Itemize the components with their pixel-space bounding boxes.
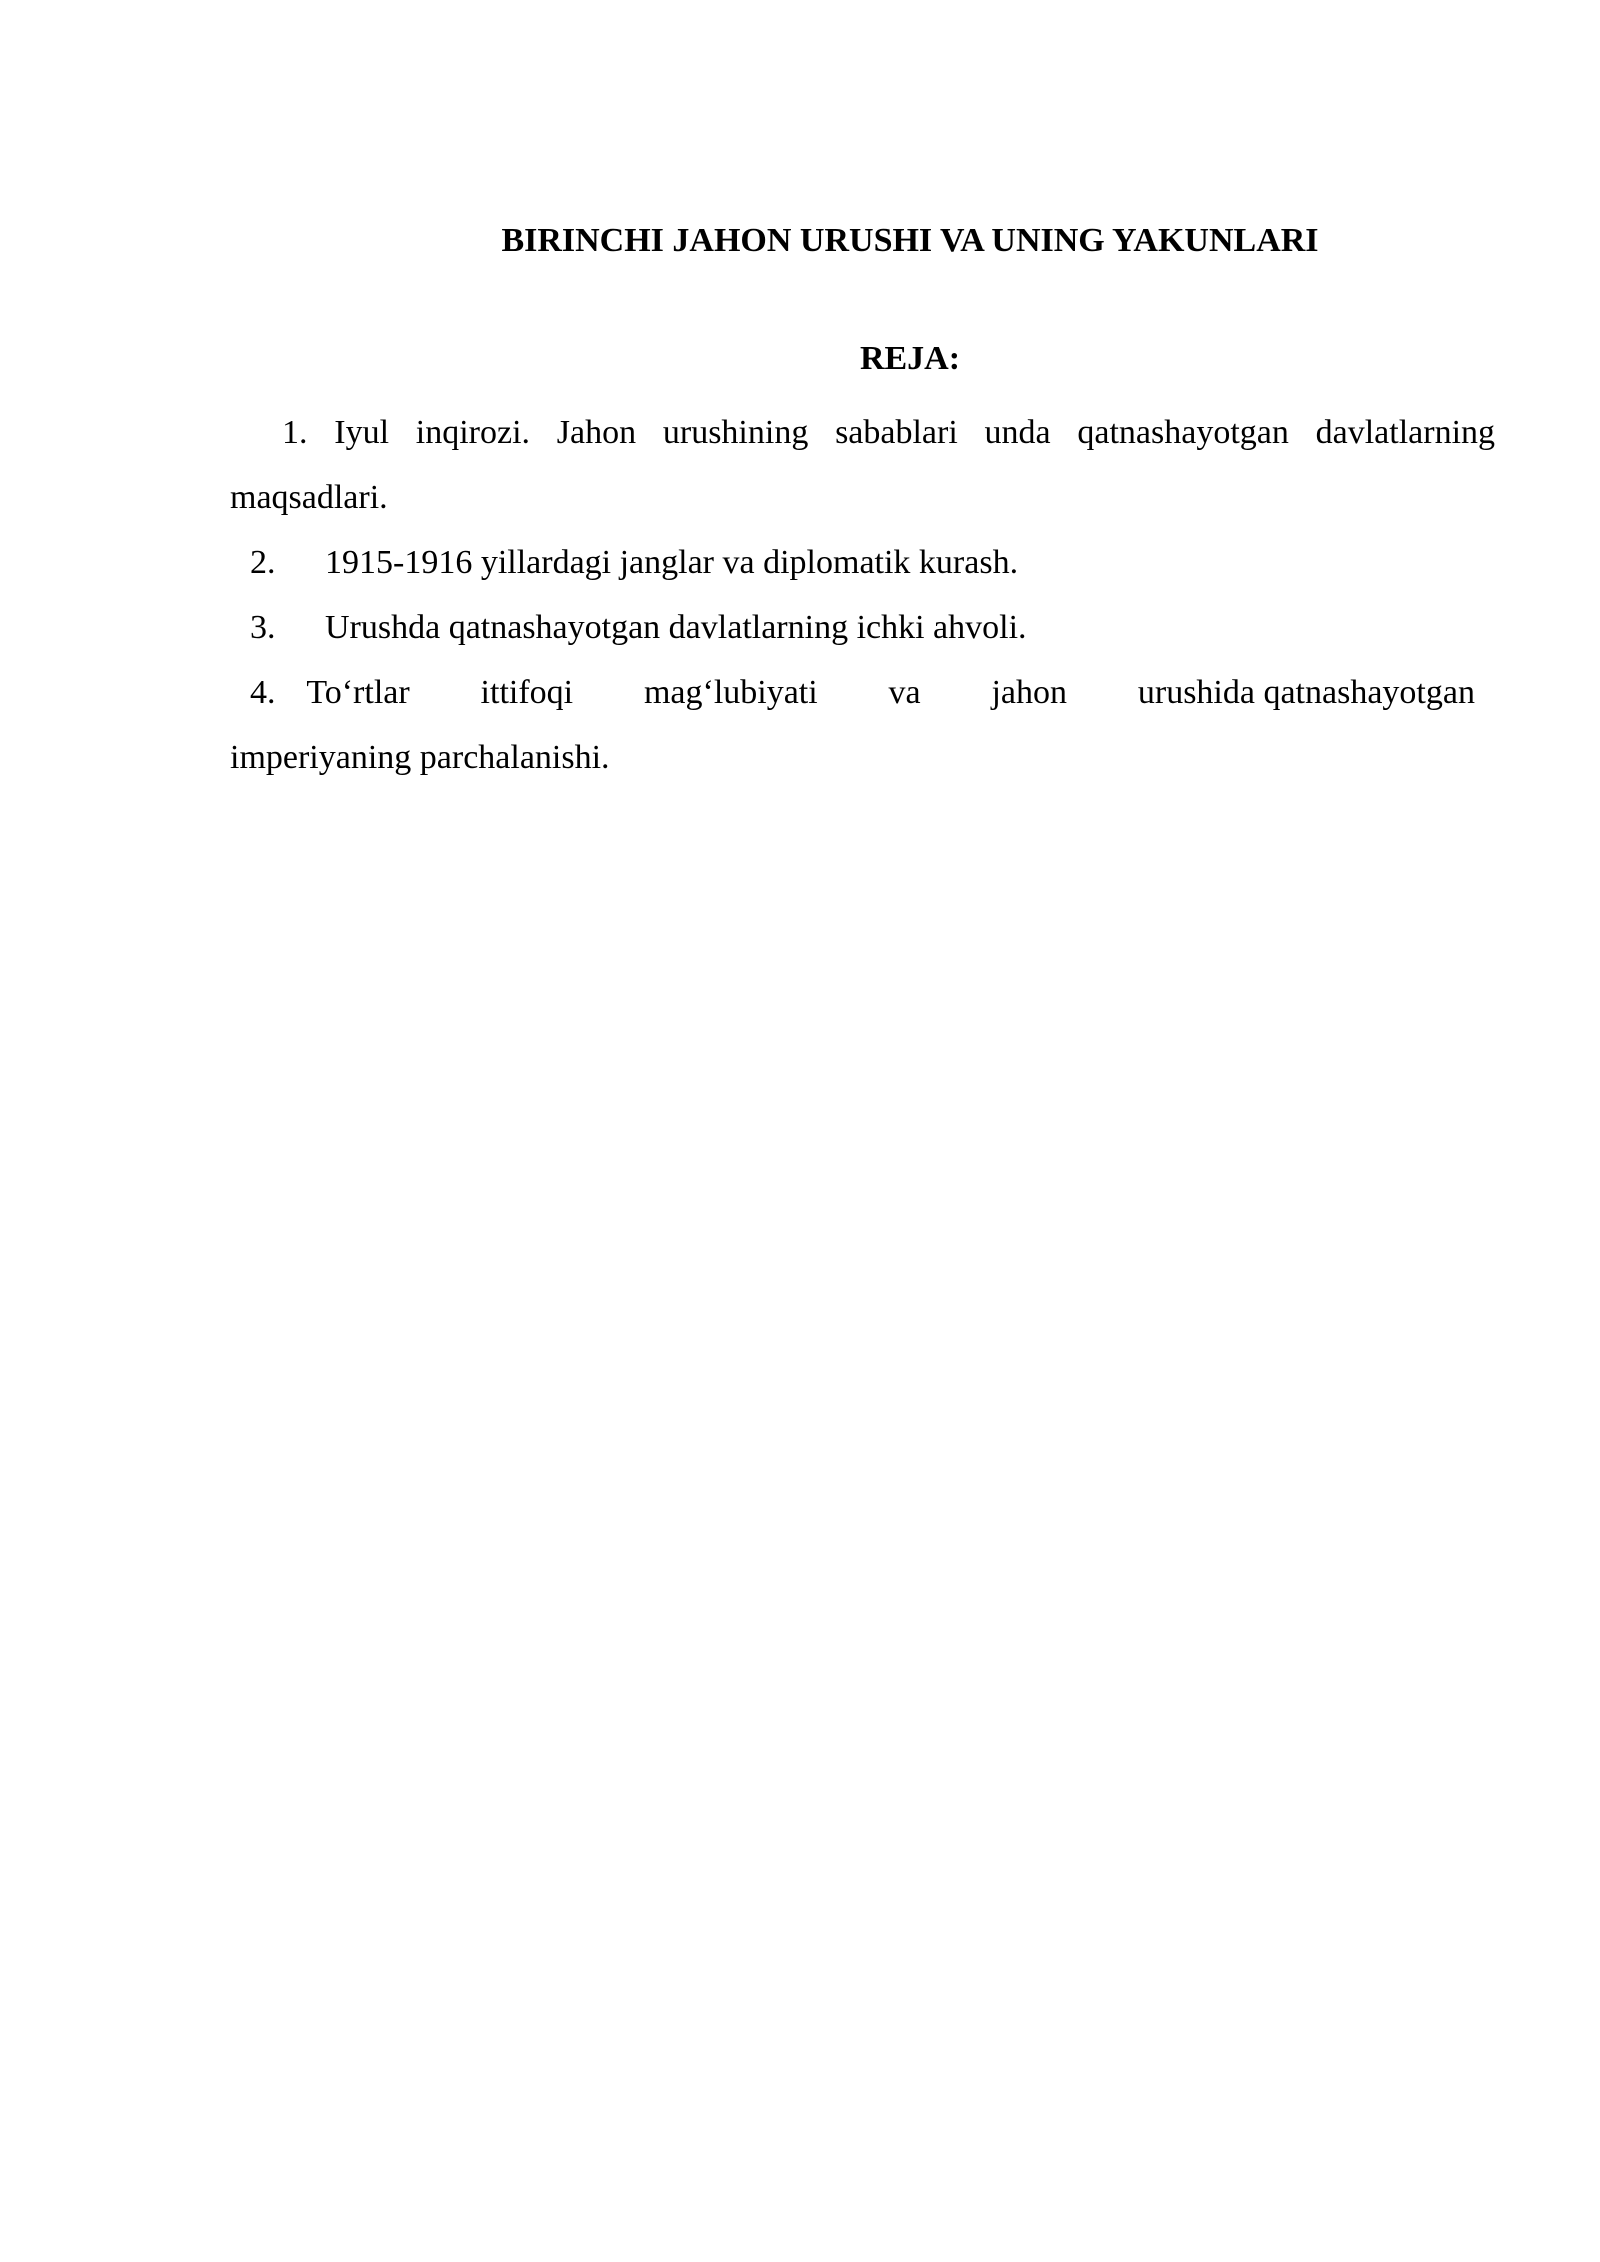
- plan-item-1: [230, 400, 1495, 530]
- document-title: BIRINCHI JAHON URUSHI VA UNING YAKUNLARI: [501, 222, 1319, 259]
- plan-item-word: urushida qatnashayotgan: [1137, 674, 1475, 711]
- plan-item-3: [230, 595, 1495, 660]
- plan-item-number: 3.: [250, 609, 276, 646]
- plan-heading: REJA:: [859, 340, 961, 377]
- plan-item-text: 1915-1916 yillardagi janglar va diplomatik kurash.: [325, 544, 1019, 581]
- plan-item-word: jahon: [991, 674, 1068, 711]
- plan-item-2: [230, 530, 1495, 595]
- plan-item-word: ittifoqi: [480, 674, 574, 711]
- plan-item-number: 4.: [250, 674, 276, 711]
- plan-item-text: Urushda qatnashayotgan davlatlarning ichki ahvoli.: [325, 609, 1027, 646]
- plan-item-4: [230, 660, 1495, 790]
- plan-item-number: 1.: [282, 414, 308, 451]
- plan-item-word: mag‘lubiyati: [643, 674, 818, 711]
- plan-list: [230, 400, 1495, 790]
- plan-item-word: To‘rtlar: [306, 674, 410, 711]
- plan-item-4-first-line: [230, 660, 1475, 725]
- plan-item-continuation: imperiyaning parchalanishi.: [230, 739, 610, 776]
- plan-item-word: va: [888, 674, 921, 711]
- plan-item-text: Iyul inqirozi. Jahon urushining sabablari unda qatnashayotgan davlatlarning maqsadlari.: [230, 414, 1496, 516]
- plan-item-number: 2.: [250, 544, 276, 581]
